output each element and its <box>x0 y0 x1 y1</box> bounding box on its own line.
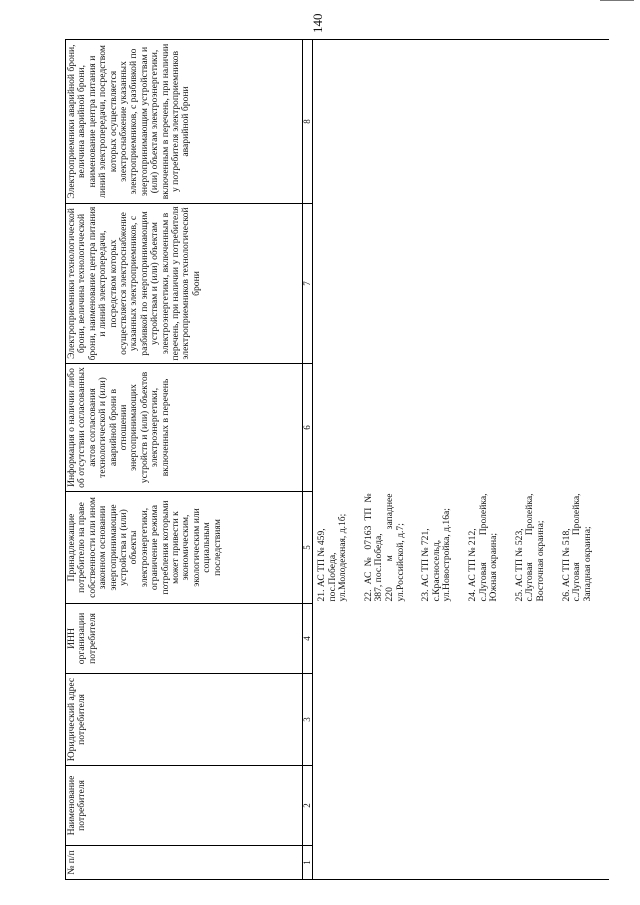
entry-line: с.Красносельд, ул.Новостройка, д.16а; <box>430 508 453 602</box>
header-col-2: Наименование потребителя <box>66 766 303 846</box>
column-number: 1 <box>303 846 313 880</box>
header-col-3: Юридический адрес потребителя <box>66 674 303 766</box>
header-col-8: Электроприемники аварийной брони, величина аварийной брони, наименование центра питания и линий электропередачи, посредством которых осуществляется электроснабжение указанных электроприемников, с разбивкой по энергопринимающим устройствам и (или) объектам электроэнергетики, включенным в перечень, при наличии у потребителя электроприемников аварийной брони <box>66 40 303 204</box>
entry-line: 22. АС № 07163 ТП № 387, пос.Победа, <box>362 493 385 602</box>
entry-line: 26. АС ТП № 518, <box>560 528 572 602</box>
entry-line: 220 м западнее ул.Российской, д.7; <box>383 493 406 602</box>
consumer-table <box>65 39 609 880</box>
entry-line: 21. АС ТП № 459, <box>316 528 327 602</box>
cell-agreements <box>313 364 610 492</box>
header-col-7: Электроприемники технологической брони, величина технологической брони, наименование центра питания и линий электропередачи, посредством которых осуществляется электроснабжение указанных электроприемников, с разбивкой по энергопринимающим устройствам и (или) объектам электроэнергетики, включенным в перечень, при наличии у потребителя электроприемников технологической брони <box>66 204 303 364</box>
list-item <box>317 494 349 602</box>
cell-emergency-reserve <box>313 40 610 204</box>
header-row <box>66 40 303 880</box>
list-item <box>421 494 453 602</box>
column-number: 3 <box>303 674 313 766</box>
rotated-table-container <box>65 40 620 880</box>
entry-line: с.Луговая Пролейка, Западная окраина; <box>571 493 593 602</box>
entry-line: пос.Победа, ул.Молодежная, д.1б; <box>326 513 349 602</box>
list-item <box>515 494 547 602</box>
cell-devices <box>313 492 610 604</box>
column-number: 8 <box>303 40 313 204</box>
entry-line: с.Луговая Пролейка, Южная окраина; <box>477 493 500 602</box>
cell-inn <box>313 604 610 674</box>
cell-tech-reserve <box>313 204 610 364</box>
column-number: 6 <box>303 364 313 492</box>
column-number: 7 <box>303 204 313 364</box>
entry-line: 24. АС ТП № 212, <box>466 528 478 602</box>
cell-number <box>313 846 610 880</box>
entry-line: 23. АС ТП № 721, <box>420 528 432 602</box>
page-number: 140 <box>310 13 325 33</box>
header-col-1: № п/п <box>66 846 303 880</box>
list-item <box>468 494 500 602</box>
list-item <box>562 494 594 602</box>
header-col-4: ИНН организации потребителя <box>66 604 303 674</box>
entry-line: с.Луговая Пролейка, Восточная окраина; <box>524 493 546 602</box>
column-number: 4 <box>303 604 313 674</box>
cell-address <box>313 674 610 766</box>
scan-edge-mark <box>600 0 634 5</box>
list-item <box>364 494 406 602</box>
entry-line: 25. АС ТП № 523, <box>513 528 525 602</box>
header-col-6: Информация о наличии либо об отсутствии согласованных актов согласования технологической и (или) аварийной брони в отношении энергопринимающих устройств и (или) объектов электроэнергетики, включенных в перечень <box>66 364 303 492</box>
column-number: 2 <box>303 766 313 846</box>
cell-consumer-name <box>313 766 610 846</box>
header-col-5: Принадлежащие потребителю на праве собственности или ином законном основании энергопринимающие устройства и (или) объекты электроэнергетики, ограничение режима потребления которыми может привести к экономическим, экологическим или социальным последствиям <box>66 492 303 604</box>
column-number: 5 <box>303 492 313 604</box>
table-row <box>313 40 610 880</box>
column-number-row <box>303 40 313 880</box>
